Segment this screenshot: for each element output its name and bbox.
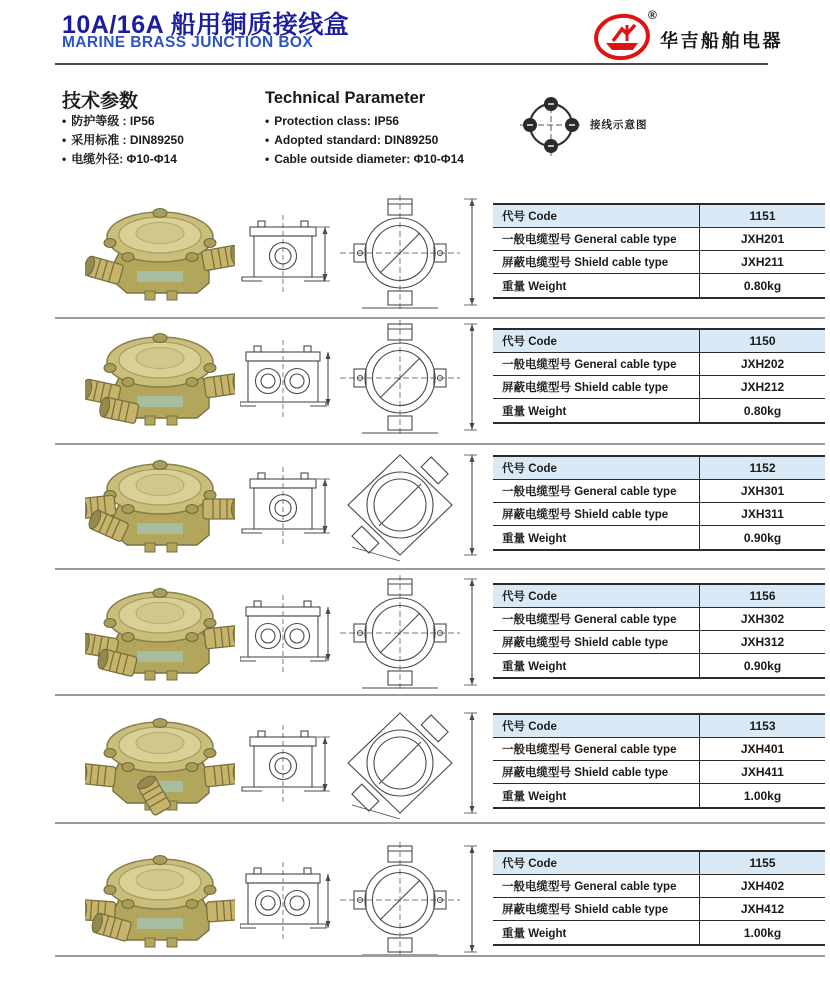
- tech-params-list-cn: [62, 112, 184, 169]
- product-row: [55, 840, 830, 964]
- spec-general-label: 一般电缆型号 General cable type: [493, 875, 700, 897]
- row-separator: [55, 568, 825, 570]
- spec-row-general: [493, 738, 825, 761]
- tech-params-heading-en: Technical Parameter: [265, 89, 426, 107]
- tech-param-item: • 采用标准 : DIN89250: [62, 131, 184, 150]
- spec-code-label: 代号 Code: [493, 852, 700, 874]
- spec-shield-value: JXH211: [741, 255, 784, 269]
- schematic-label: 接线示意图: [590, 119, 648, 131]
- page-title-cn: 10A/16A 船用铜质接线盒: [62, 11, 350, 39]
- spec-table: [493, 850, 825, 946]
- spec-row-shield: [493, 251, 825, 274]
- spec-weight-label: 重量 Weight: [493, 399, 700, 422]
- spec-row-code: [493, 715, 825, 738]
- spec-shield-label: 屏蔽电缆型号 Shield cable type: [493, 251, 700, 273]
- brand-name: 华吉船舶电器: [660, 31, 783, 51]
- spec-weight-value: 0.80kg: [743, 278, 782, 293]
- spec-shield-value: JXH311: [741, 507, 784, 521]
- spec-general-value: JXH202: [740, 357, 785, 371]
- spec-row-general: [493, 875, 825, 898]
- product-side-drawing: [240, 852, 335, 952]
- product-photo: [85, 199, 235, 309]
- product-plan-drawing: [338, 447, 483, 565]
- row-separator: [55, 694, 825, 696]
- tech-params-heading-cn: 技术参数: [62, 91, 139, 112]
- product-plan-drawing: [338, 320, 483, 438]
- product-photo: [85, 324, 235, 434]
- spec-row-general: [493, 480, 825, 503]
- spec-general-label: 一般电缆型号 General cable type: [493, 228, 700, 250]
- spec-weight-value: 0.80kg: [743, 403, 782, 418]
- product-row: [55, 445, 830, 569]
- spec-table: [493, 455, 825, 551]
- spec-row-code: [493, 205, 825, 228]
- spec-row-weight: [493, 784, 825, 807]
- spec-shield-value: JXH411: [741, 765, 784, 779]
- spec-general-value: JXH401: [740, 742, 785, 756]
- spec-general-label: 一般电缆型号 General cable type: [493, 608, 700, 630]
- product-row: [55, 573, 830, 697]
- spec-shield-label: 屏蔽电缆型号 Shield cable type: [493, 503, 700, 525]
- product-photo: [85, 579, 235, 689]
- tech-param-item: • 防护等级 : IP56: [62, 112, 184, 131]
- spec-general-value: JXH201: [740, 232, 785, 246]
- tech-param-item: • Adopted standard: DIN89250: [265, 131, 464, 150]
- spec-table: [493, 583, 825, 679]
- brand-ship-logo-icon: [593, 11, 653, 63]
- spec-row-weight: [493, 526, 825, 549]
- spec-weight-label: 重量 Weight: [493, 654, 700, 677]
- tech-params-list-en: [265, 112, 464, 169]
- spec-row-general: [493, 353, 825, 376]
- spec-shield-label: 屏蔽电缆型号 Shield cable type: [493, 631, 700, 653]
- spec-code-value: 1153: [749, 719, 776, 733]
- spec-weight-label: 重量 Weight: [493, 921, 700, 944]
- spec-row-shield: [493, 631, 825, 654]
- spec-row-weight: [493, 654, 825, 677]
- spec-row-code: [493, 330, 825, 353]
- spec-code-value: 1150: [749, 334, 776, 348]
- product-row: [55, 703, 830, 827]
- spec-row-code: [493, 457, 825, 480]
- spec-row-weight: [493, 399, 825, 422]
- spec-row-code: [493, 585, 825, 608]
- page-title-en: MARINE BRASS JUNCTION BOX: [62, 34, 314, 51]
- row-separator: [55, 955, 825, 957]
- registered-mark-icon: ®: [648, 8, 657, 22]
- row-separator: [55, 822, 825, 824]
- spec-code-value: 1152: [749, 461, 776, 475]
- product-row: [55, 318, 830, 442]
- spec-row-weight: [493, 274, 825, 297]
- spec-shield-value: JXH212: [740, 380, 785, 394]
- spec-table: [493, 328, 825, 424]
- product-photo: [85, 709, 235, 819]
- spec-weight-value: 0.90kg: [743, 658, 782, 673]
- spec-general-value: JXH301: [740, 484, 785, 498]
- spec-code-label: 代号 Code: [493, 715, 700, 737]
- spec-code-label: 代号 Code: [493, 585, 700, 607]
- spec-code-value: 1151: [749, 209, 776, 223]
- spec-general-label: 一般电缆型号 General cable type: [493, 738, 700, 760]
- wiring-schematic-icon: [518, 96, 584, 158]
- spec-table: [493, 203, 825, 299]
- product-plan-drawing: [338, 842, 483, 960]
- product-side-drawing: [240, 457, 335, 557]
- spec-weight-value: 1.00kg: [743, 925, 782, 940]
- product-side-drawing: [240, 585, 335, 685]
- spec-shield-value: JXH412: [740, 902, 785, 916]
- spec-row-shield: [493, 898, 825, 921]
- product-row: [55, 193, 830, 317]
- spec-row-weight: [493, 921, 825, 944]
- spec-code-label: 代号 Code: [493, 330, 700, 352]
- spec-weight-label: 重量 Weight: [493, 784, 700, 807]
- spec-general-label: 一般电缆型号 General cable type: [493, 353, 700, 375]
- tech-param-item: • 电缆外径: Φ10-Φ14: [62, 150, 184, 169]
- spec-code-value: 1156: [749, 589, 776, 603]
- spec-shield-value: JXH312: [740, 635, 785, 649]
- spec-general-label: 一般电缆型号 General cable type: [493, 480, 700, 502]
- spec-shield-label: 屏蔽电缆型号 Shield cable type: [493, 761, 700, 783]
- spec-row-general: [493, 228, 825, 251]
- spec-shield-label: 屏蔽电缆型号 Shield cable type: [493, 898, 700, 920]
- tech-param-item: • Cable outside diameter: Φ10-Φ14: [265, 150, 464, 169]
- product-side-drawing: [240, 715, 335, 815]
- spec-weight-value: 1.00kg: [743, 788, 782, 803]
- product-plan-drawing: [338, 195, 483, 313]
- spec-row-general: [493, 608, 825, 631]
- spec-weight-label: 重量 Weight: [493, 526, 700, 549]
- spec-code-label: 代号 Code: [493, 205, 700, 227]
- spec-code-value: 1155: [749, 856, 776, 870]
- spec-row-shield: [493, 761, 825, 784]
- spec-weight-value: 0.90kg: [743, 530, 782, 545]
- spec-weight-label: 重量 Weight: [493, 274, 700, 297]
- spec-row-shield: [493, 503, 825, 526]
- product-plan-drawing: [338, 575, 483, 693]
- spec-shield-label: 屏蔽电缆型号 Shield cable type: [493, 376, 700, 398]
- spec-general-value: JXH302: [740, 612, 785, 626]
- spec-code-label: 代号 Code: [493, 457, 700, 479]
- tech-param-item: • Protection class: IP56: [265, 112, 464, 131]
- product-photo: [85, 451, 235, 561]
- product-plan-drawing: [338, 705, 483, 823]
- product-side-drawing: [240, 330, 335, 430]
- spec-row-code: [493, 852, 825, 875]
- spec-general-value: JXH402: [740, 879, 785, 893]
- header-rule: [55, 63, 768, 65]
- spec-table: [493, 713, 825, 809]
- product-photo: [85, 846, 235, 956]
- product-side-drawing: [240, 205, 335, 305]
- spec-row-shield: [493, 376, 825, 399]
